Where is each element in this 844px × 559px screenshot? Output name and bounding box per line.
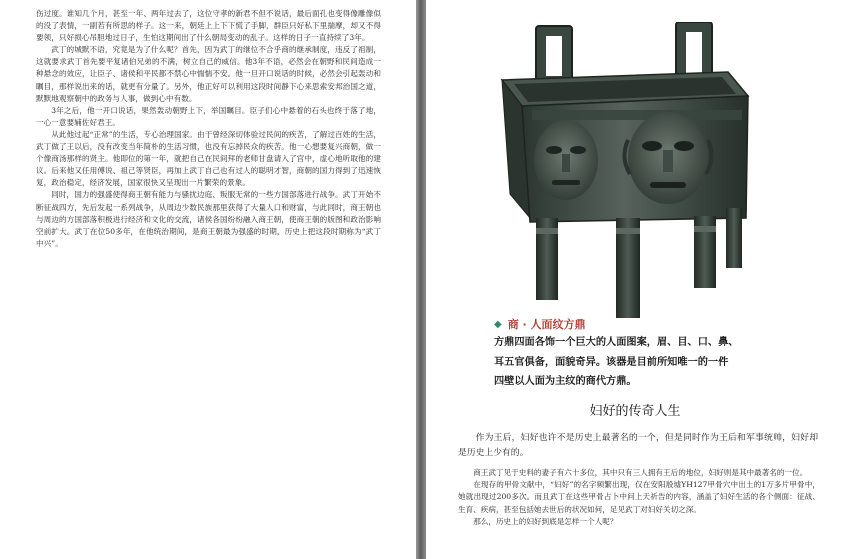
- right-paragraph: 商王武丁见于史料的妻子有六十多位，其中只有三人拥有王后的地位，妇好则是其中最著名的一位。: [473, 468, 808, 477]
- intro-paragraph: 作为王后，妇好也许不是历史上最著名的一个，但是同时作为王后和军事统帅，妇好却是历史上少有的。: [458, 433, 818, 458]
- left-body-text: [36, 8, 381, 250]
- left-paragraph: 伤过度。谁知几个月，甚至一年、两年过去了，这位守孝的新君不但不说话，最后面孔也变得像雕像似的没了表情，一副若有所思的样子。这一来，朝廷上上下下慌了手脚，群臣只好私下里揣摩，却又不得要领，只好损心吊胆地过日子，生怕这期间出了什么朝局变动的乱子。这样的日子一直持续了3年。: [36, 9, 381, 43]
- left-page: [0, 0, 416, 559]
- ding-face-left: [534, 120, 598, 200]
- right-body-text: [458, 467, 820, 528]
- diamond-bullet-icon: ◆: [494, 318, 502, 330]
- caption-line: 方鼎四面各饰一个巨大的人面图案，眉、目、口、鼻、: [494, 337, 739, 348]
- left-paragraph: 从此他过起“正常”的生活，专心治理国家。由于曾经深切体验过民间的疾苦，了解过百姓的生活，武丁做了王以后，没有改变当年简朴的生活习惯，也没有忘掉民众的疾苦。他一心想要复兴商朝，做一个像商汤那样的贤主。他即位的第一年，就把自己在民间拜的老师甘盘请入了宫中，虚心地听取他的建议。后来他又任用傅说、祖己等贤臣，再加上武丁自己也有过人的聪明才智，商朝的国力得到了迅速恢复，政治稳定，经济发展，国家很快又呈现出一片繁荣的景象。: [36, 129, 381, 188]
- right-paragraph: 在现存的甲骨文献中，“妇好”的名字频繁出现，仅在安阳殷墟YH127甲骨穴中出土的1万多片甲骨中，她就出现过200多次。而且武丁在这些甲骨占卜中问上天祈告的内容，涵盖了妇好生活的各个侧面：征战、生育、疾病，甚至包括她去世后的状况如何，足见武丁对妇好关切之深。: [458, 480, 820, 514]
- right-paragraph: 那么，历史上的妇好到底是怎样一个人呢？: [473, 516, 618, 526]
- bronze-ding-image: [496, 22, 756, 322]
- caption-body: [494, 333, 799, 392]
- ding-legs: [536, 208, 742, 318]
- book-gutter: [416, 0, 426, 559]
- caption-line: 四壁以人面为主纹的商代方鼎。: [494, 376, 637, 387]
- caption-title: [494, 316, 586, 332]
- caption-title-text: 商 · 人面纹方鼎: [507, 318, 586, 331]
- caption-line: 耳五官俱备，面貌奇异。该器是目前所知唯一的一件: [494, 356, 729, 368]
- section-intro: [458, 431, 818, 461]
- section-title: 妇好的传奇人生: [589, 404, 681, 419]
- left-paragraph: 武丁的城默不语，究竟是为了什么呢？首先，因为武丁的继位不合乎商的继承制度，违反了祖制，这就要求武丁首先要平复诸伯兄弟的不满，树立自己的威信。他3年不语，必然会在朝野和民间造成一种悬念的效应，让臣子、诸侯和平民都不禁心中惴惴不安。他一旦开口说话的时候，必然会引起轰动和瞩目，那样说出来的话，就更有分量了。另外，他正好可以利用这段时间静下心来思索安邦治国之道，默默地观察朝中的政务与人事，做到心中有数。: [36, 45, 381, 103]
- left-paragraph: 同时，国力的强盛使得商王朝有能力与骚扰边庭、叛服无常的一些方国部落进行战争。武丁开始不断征战四方，先后发起一系列战争，从周边少数民族那里获得了大量人口和财富，与此同时，商王朝也与周边的方国部落积极进行经济和文化的交流，诸侯各国纷纷融入商王朝，使商王朝的版图和政治影响空前扩大。武丁在位50多年，在他统治期间，是商王朝最为强盛的时期，历史上把这段时期称为“武丁中兴”。: [36, 190, 381, 248]
- left-paragraph: 3年之后，他一开口说话，果然轰动朝野上下，举国瞩目。臣子们心中悬着的石头也终于落了地，一心一意要辅佐好君王。: [36, 105, 381, 127]
- right-page: [426, 0, 844, 559]
